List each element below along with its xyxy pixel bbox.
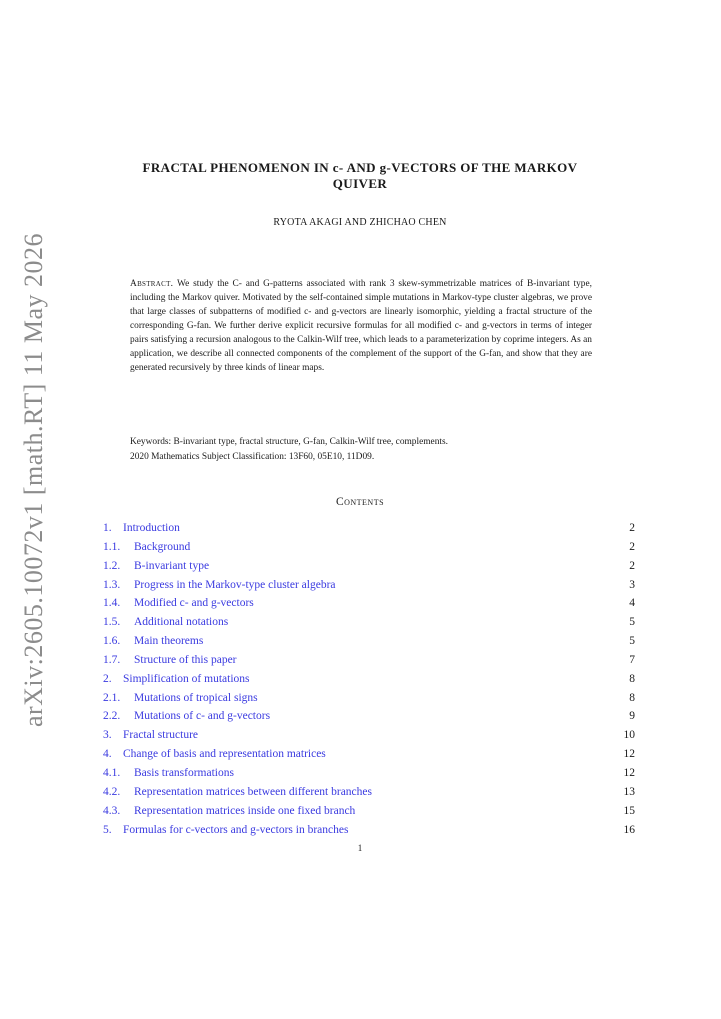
toc-entry[interactable] bbox=[103, 748, 635, 767]
toc-entry-page: 16 bbox=[623, 823, 635, 836]
toc-entry-link[interactable] bbox=[103, 710, 270, 722]
toc-entry[interactable] bbox=[103, 560, 635, 579]
toc-entry-title: Progress in the Markov-type cluster algebra bbox=[134, 578, 336, 591]
toc-entry-link[interactable] bbox=[103, 805, 355, 817]
toc-entry-title: Main theorems bbox=[134, 635, 204, 648]
toc-entry-number: 2. bbox=[103, 672, 112, 685]
toc-entry-title: Formulas for c-vectors and g-vectors in branches bbox=[123, 823, 349, 836]
toc-entry-page: 13 bbox=[623, 785, 635, 798]
abstract bbox=[130, 277, 592, 375]
toc-entry-page: 8 bbox=[629, 691, 635, 704]
toc-entry-number: 2.2. bbox=[103, 710, 121, 723]
toc-entry-page: 10 bbox=[623, 729, 635, 742]
toc-entry-page: 8 bbox=[629, 672, 635, 685]
toc-entry-link[interactable] bbox=[103, 635, 203, 647]
toc-entry-link[interactable] bbox=[103, 673, 250, 685]
toc-entry-page: 5 bbox=[629, 635, 635, 648]
paper-title bbox=[90, 160, 630, 192]
toc-entry-number: 1.5. bbox=[103, 616, 121, 629]
toc-entry-link[interactable] bbox=[103, 541, 190, 553]
toc-entry-number: 1.2. bbox=[103, 559, 121, 572]
toc-entry-title: Change of basis and representation matrices bbox=[123, 748, 326, 761]
toc-entry[interactable] bbox=[103, 710, 635, 729]
toc-entry-title: Fractal structure bbox=[123, 729, 199, 742]
toc-entry-title: B-invariant type bbox=[134, 559, 210, 572]
toc-entry-number: 1.1. bbox=[103, 540, 121, 553]
toc-entry[interactable] bbox=[103, 654, 635, 673]
toc-entry-link[interactable] bbox=[103, 767, 234, 779]
toc-entry-page: 7 bbox=[629, 653, 635, 666]
toc-entry-title: Introduction bbox=[123, 522, 180, 534]
abstract-text: We study the C- and G-patterns associated with rank 3 skew-symmetrizable matrices of B-invariant type, including the Markov quiver. Motivated by the self-contained simple mutations in Markov-type cluster algebras, we prove that large classes of subpatterns of modified c- and g-vectors are linearly isomorphic, yielding a fractal structure of the corresponding G-fan. We further derive explicit recursive formulas for all modified c- and g-vectors in terms of integer pairs satisfying a recursion analogous to the Calkin-Wilf tree, which leads to a parameterization by coprime integers. As an application, we describe all connected components of the complement of the support of the G-fan, and show that they are generated recursively by three kinds of linear maps. bbox=[130, 279, 592, 373]
toc-entry-link[interactable] bbox=[103, 748, 326, 760]
contents-heading: Contents bbox=[335, 496, 385, 508]
toc-entry[interactable] bbox=[103, 786, 635, 805]
toc-entry-page: 15 bbox=[623, 804, 635, 817]
toc-entry[interactable] bbox=[103, 805, 635, 824]
toc-entry-link[interactable] bbox=[103, 786, 372, 798]
toc-entry[interactable] bbox=[103, 616, 635, 635]
arxiv-identifier-stamp[interactable]: arXiv:2605.10072v1 [math.RT] 11 May 2026 bbox=[19, 232, 48, 728]
toc-entry-page: 4 bbox=[629, 597, 635, 610]
toc-entry-title: Mutations of tropical signs bbox=[134, 691, 258, 704]
toc-entry-page: 12 bbox=[623, 748, 635, 761]
toc-entry[interactable] bbox=[103, 729, 635, 748]
page-number: 1 bbox=[357, 843, 363, 853]
toc-entry-title: Structure of this paper bbox=[134, 653, 237, 666]
toc-entry-link[interactable] bbox=[103, 654, 237, 666]
paper-authors: RYOTA AKAGI AND ZHICHAO CHEN bbox=[273, 217, 447, 228]
toc-entry-link[interactable] bbox=[103, 824, 348, 836]
title-line-2: QUIVER bbox=[332, 176, 388, 191]
toc-entry-page: 2 bbox=[629, 540, 635, 553]
title-line-1: FRACTAL PHENOMENON IN c- AND g-VECTORS OF THE MARKOV bbox=[142, 160, 578, 175]
toc-entry[interactable] bbox=[103, 824, 635, 843]
table-of-contents bbox=[103, 522, 635, 842]
toc-entry-number: 1.4. bbox=[103, 597, 121, 610]
toc-entry[interactable] bbox=[103, 541, 635, 560]
keywords-block bbox=[130, 435, 600, 465]
toc-entry[interactable] bbox=[103, 767, 635, 786]
toc-entry-title: Background bbox=[134, 540, 191, 553]
toc-entry[interactable] bbox=[103, 635, 635, 654]
msc-classification: 2020 Mathematics Subject Classification: 13F60, 05E10, 11D09. bbox=[130, 452, 375, 462]
toc-entry-number: 3. bbox=[103, 729, 112, 742]
toc-entry-title: Simplification of mutations bbox=[123, 672, 250, 685]
toc-entry-page: 5 bbox=[629, 616, 635, 629]
abstract-label: Abstract. bbox=[130, 279, 174, 289]
toc-entry-number: 5. bbox=[103, 823, 112, 836]
toc-entry[interactable] bbox=[103, 522, 635, 541]
toc-entry-link[interactable] bbox=[103, 560, 209, 572]
toc-entry[interactable] bbox=[103, 597, 635, 616]
toc-entry-page: 2 bbox=[629, 522, 635, 534]
toc-entry-link[interactable] bbox=[103, 579, 336, 591]
toc-entry-number: 4. bbox=[103, 748, 112, 761]
toc-entry-link[interactable] bbox=[103, 616, 228, 628]
toc-entry-link[interactable] bbox=[103, 729, 198, 741]
toc-entry-page: 2 bbox=[629, 559, 635, 572]
toc-entry-number: 1.3. bbox=[103, 578, 121, 591]
toc-entry-number: 1.7. bbox=[103, 653, 121, 666]
toc-entry[interactable] bbox=[103, 579, 635, 598]
toc-entry-link[interactable] bbox=[103, 522, 180, 534]
toc-entry[interactable] bbox=[103, 673, 635, 692]
toc-entry-page: 9 bbox=[629, 710, 635, 723]
toc-entry-number: 2.1. bbox=[103, 691, 121, 704]
toc-entry-link[interactable] bbox=[103, 692, 258, 704]
toc-entry-number: 1. bbox=[103, 522, 112, 534]
toc-entry[interactable] bbox=[103, 692, 635, 711]
toc-entry-number: 1.6. bbox=[103, 635, 121, 648]
toc-entry-title: Additional notations bbox=[134, 616, 229, 629]
toc-entry-number: 4.2. bbox=[103, 785, 121, 798]
toc-entry-link[interactable] bbox=[103, 597, 254, 609]
toc-entry-page: 3 bbox=[629, 578, 635, 591]
toc-entry-title: Basis transformations bbox=[134, 766, 234, 779]
toc-entry-title: Mutations of c- and g-vectors bbox=[134, 710, 271, 723]
toc-entry-number: 4.1. bbox=[103, 766, 121, 779]
toc-entry-title: Representation matrices inside one fixed branch bbox=[134, 804, 356, 817]
toc-entry-title: Representation matrices between different branches bbox=[134, 785, 372, 798]
toc-entry-number: 4.3. bbox=[103, 804, 121, 817]
toc-entry-page: 12 bbox=[623, 766, 635, 779]
toc-entry-title: Modified c- and g-vectors bbox=[134, 597, 254, 610]
keywords: Keywords: B-invariant type, fractal structure, G-fan, Calkin-Wilf tree, complements. bbox=[130, 437, 449, 447]
